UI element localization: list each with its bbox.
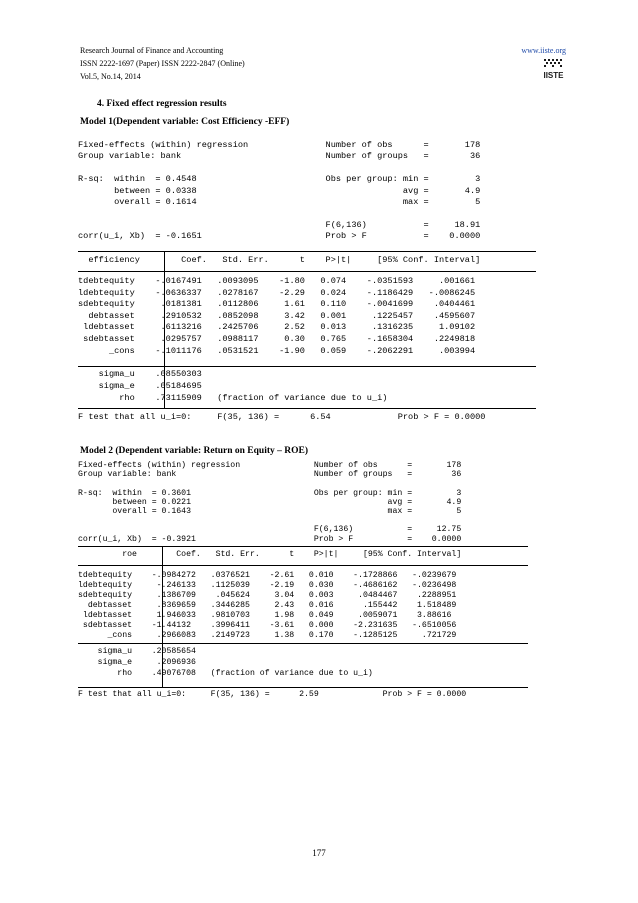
model2-ftest: F test that all u_i=0: F(35, 136) = 2.59 Prob > F = 0.0000 [78, 690, 467, 699]
journal-name: Research Journal of Finance and Accounting [80, 46, 224, 55]
model2-rule-bottom [78, 687, 528, 688]
model1-coef-row: _cons -.1011176 .0531521 -1.90 0.059 -.2062291 .003994 [78, 345, 476, 356]
model1-summary-line: Group variable: bank Number of groups = 36 [78, 151, 481, 162]
model2-stata-output [78, 461, 528, 727]
model2-sigma-row: sigma_e .2096936 [78, 658, 196, 667]
model1-summary-line: overall = 0.1614 max = 5 [78, 197, 481, 207]
model2-summary-line: overall = 0.1643 max = 5 [78, 507, 462, 516]
journal-volume: Vol.5, No.14, 2014 [80, 72, 141, 81]
model1-sigma-row: sigma_u .08550303 [78, 369, 202, 379]
model2-coef-row: ldebtequity -.246133 .1125039 -2.19 0.030 -.4686162 -.0236498 [78, 581, 457, 590]
model1-table-header: efficiency Coef. Std. Err. t P>|t| [95% Conf. Interval] [78, 255, 481, 265]
model2-coef-row: sdebtequity .1386709 .045624 3.04 0.003 .0484467 .2288951 [78, 591, 457, 600]
model1-coef-row: debtasset .2910532 .0852098 3.42 0.001 .1225457 .4595607 [78, 310, 476, 321]
model2-table-header: roe Coef. Std. Err. t P>|t| [95% Conf. Interval] [78, 550, 462, 559]
model1-summary-line: F(6,136) = 18.91 [78, 219, 481, 230]
model2-summary-line: F(6,136) = 12.75 [78, 525, 462, 535]
model1-summary-line: between = 0.0338 avg = 4.9 [78, 185, 481, 196]
model1-ftest: F test that all u_i=0: F(35, 136) = 6.54 Prob > F = 0.0000 [78, 412, 486, 422]
model2-coef-row: sdebtasset -1.44132 .3996411 -3.61 0.000 -2.231635 -.6510056 [78, 621, 457, 630]
model1-sigma-row: sigma_e .05184695 [78, 381, 202, 391]
journal-issn: ISSN 2222-1697 (Paper) ISSN 2222-2847 (Online) [80, 59, 245, 68]
model2-summary-line: Group variable: bank Number of groups = 36 [78, 470, 462, 480]
model1-coef-row: tdebtequity -.0167491 .0093095 -1.80 0.074 -.0351593 .001661 [78, 276, 476, 286]
model2-rule-header [78, 565, 528, 566]
model2-sigma-row: rho .49076708 (fraction of variance due to u_i) [78, 669, 373, 678]
logo-text: IISTE [543, 71, 564, 80]
model2-sigma-row: sigma_u .20585654 [78, 647, 196, 656]
section-title: 4. Fixed effect regression results [97, 99, 227, 109]
model1-stata-output [78, 140, 536, 420]
model2-coef-row: ldebtasset 1.946033 .9810703 1.98 0.049 .0059071 3.88616 [78, 611, 452, 620]
model1-coef-row: sdebtasset .0295757 .0988117 0.30 0.765 -.1658304 .2249818 [78, 334, 476, 344]
model2-title: Model 2 (Dependent variable: Return on Equity – ROE) [80, 446, 308, 456]
model1-summary-line: corr(u_i, Xb) = -0.1651 Prob > F = 0.0000 [78, 231, 481, 242]
model2-summary-line: corr(u_i, Xb) = -0.3921 Prob > F = 0.0000 [78, 534, 462, 544]
model2-summary-line: R-sq: within = 0.3601 Obs per group: min = 3 [78, 488, 462, 498]
model1-rule-header [78, 271, 536, 272]
model1-rule-top [78, 251, 536, 252]
model2-coef-row: _cons .2966083 .2149723 1.38 0.170 -.1285125 .721729 [78, 631, 457, 640]
model1-summary-line: R-sq: within = 0.4548 Obs per group: min = 3 [78, 174, 481, 185]
model1-sigma-row: rho .73115909 (fraction of variance due to u_i) [78, 393, 388, 403]
journal-header [80, 44, 566, 83]
page-number: 177 [312, 848, 326, 858]
journal-url-link[interactable]: www.iiste.org [521, 46, 566, 55]
model1-rule-mid [78, 366, 536, 367]
model2-rule-mid [78, 643, 528, 644]
model2-summary-line: between = 0.0221 avg = 4.9 [78, 497, 462, 507]
model2-summary-line: Fixed-effects (within) regression Number of obs = 178 [78, 461, 462, 470]
model1-title: Model 1(Dependent variable: Cost Efficiency -EFF) [80, 117, 290, 127]
model1-coef-row: ldebtequity -.0636337 .0278167 -2.29 0.024 -.1186429 -.0086245 [78, 287, 476, 298]
iiste-logo [541, 57, 566, 82]
model1-summary-line: Fixed-effects (within) regression Number of obs = 178 [78, 140, 481, 150]
model1-coef-row: sdebtequity .0181381 .0112806 1.61 0.110 -.0041699 .0404461 [78, 299, 476, 310]
model2-coef-row: tdebtequity -.0984272 .0376521 -2.61 0.010 -.1728866 -.0239679 [78, 571, 457, 580]
model1-coef-row: ldebtasset .6113216 .2425706 2.52 0.013 .1316235 1.09102 [78, 322, 476, 333]
model1-rule-bottom [78, 408, 536, 409]
model2-rule-top [78, 546, 528, 547]
model2-coef-row: debtasset .8369659 .3446285 2.43 0.016 .155442 1.518489 [78, 601, 457, 610]
